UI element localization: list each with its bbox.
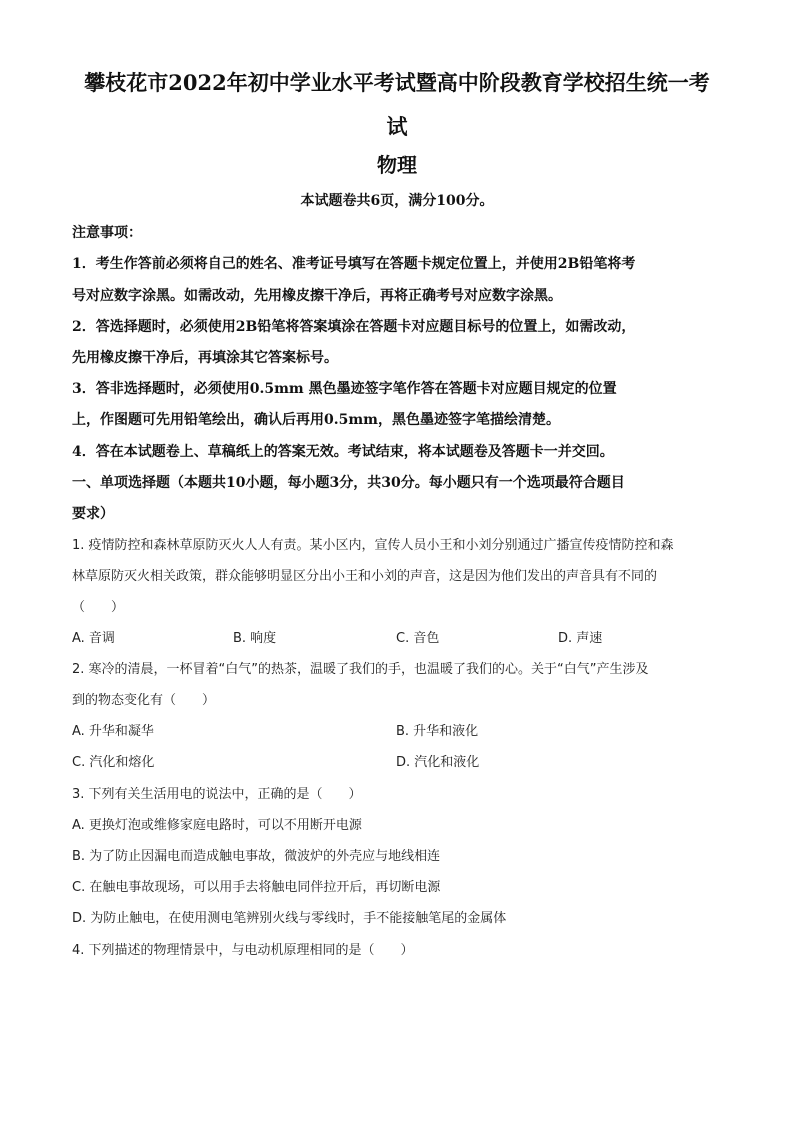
question-4-text: 4. 下列描述的物理情景中，与电动机原理相同的是（ ） — [72, 943, 414, 958]
notice-heading: 注意事项： — [72, 225, 142, 241]
notice-line: 先用橡皮擦干净后，再填涂其它答案标号。 — [72, 350, 338, 366]
question-2-option-a: A. 升华和凝华 — [72, 724, 154, 739]
exam-subtitle: 本试题卷共6页，满分100分。 — [300, 193, 494, 209]
notice-line: 2．答选择题时，必须使用2B铅笔将答案填涂在答题卡对应题目标号的位置上，如需改动， — [72, 319, 636, 335]
question-1-option-c: C. 音色 — [396, 631, 440, 646]
question-3-option-c: C. 在触电事故现场，可以用手去将触电同伴拉开后，再切断电源 — [72, 880, 441, 895]
notice-line: 号对应数字涂黑。如需改动，先用橡皮擦干净后，再将正确考号对应数字涂黑。 — [72, 288, 562, 304]
question-3-option-d: D. 为防止触电，在使用测电笔辨别火线与零线时，手不能接触笔尾的金属体 — [72, 911, 507, 926]
exam-title-line2: 试 — [386, 114, 408, 139]
question-1-text: 1. 疫情防控和森林草原防灭火人人有责。某小区内，宣传人员小王和小刘分别通过广播宣传疫情防控和森 — [72, 538, 674, 553]
notice-line: 1．考生作答前必须将自己的姓名、准考证号填写在答题卡规定位置上，并使用2B铅笔将考 — [72, 256, 636, 272]
question-3-option-b: B. 为了防止因漏电而造成触电事故，微波炉的外壳应与地线相连 — [72, 849, 441, 864]
question-2-option-b: B. 升华和液化 — [396, 724, 479, 739]
notice-line: 4．答在本试题卷上、草稿纸上的答案无效。考试结束，将本试题卷及答题卡一并交回。 — [72, 444, 614, 460]
question-1-option-b: B. 响度 — [233, 631, 277, 646]
section-heading: 要求） — [72, 506, 114, 522]
section-heading: 一、单项选择题（本题共10小题，每小题3分，共30分。每小题只有一个选项最符合题目 — [72, 475, 625, 491]
question-1-bracket: （ ） — [72, 600, 125, 615]
notice-line: 上，作图题可先用铅笔绘出，确认后再用0.5mm，黑色墨迹签字笔描绘清楚。 — [72, 412, 560, 428]
question-2-text: 到的物态变化有（ ） — [72, 693, 216, 708]
question-2-option-c: C. 汽化和熔化 — [72, 755, 155, 770]
question-1-option-d: D. 声速 — [558, 631, 603, 646]
question-3-option-a: A. 更换灯泡或维修家庭电路时，可以不用断开电源 — [72, 818, 362, 833]
notice-line: 3．答非选择题时，必须使用0.5mm 黑色墨迹签字笔作答在答题卡对应题目规定的位置 — [72, 381, 617, 397]
subject-title: 物理 — [377, 153, 417, 177]
question-1-option-a: A. 音调 — [72, 631, 115, 646]
question-2-text: 2. 寒冷的清晨，一杯冒着“白气”的热茶，温暖了我们的手，也温暖了我们的心。关于“白气”产生涉及 — [72, 662, 649, 677]
question-2-option-d: D. 汽化和液化 — [396, 755, 480, 770]
question-1-text: 林草原防灭火相关政策，群众能够明显区分出小王和小刘的声音，这是因为他们发出的声音具有不同的 — [72, 569, 658, 584]
question-3-text: 3. 下列有关生活用电的说法中，正确的是（ ） — [72, 787, 362, 802]
exam-title-line1: 攀枝花市2022年初中学业水平考试暨高中阶段教育学校招生统一考 — [84, 70, 710, 95]
